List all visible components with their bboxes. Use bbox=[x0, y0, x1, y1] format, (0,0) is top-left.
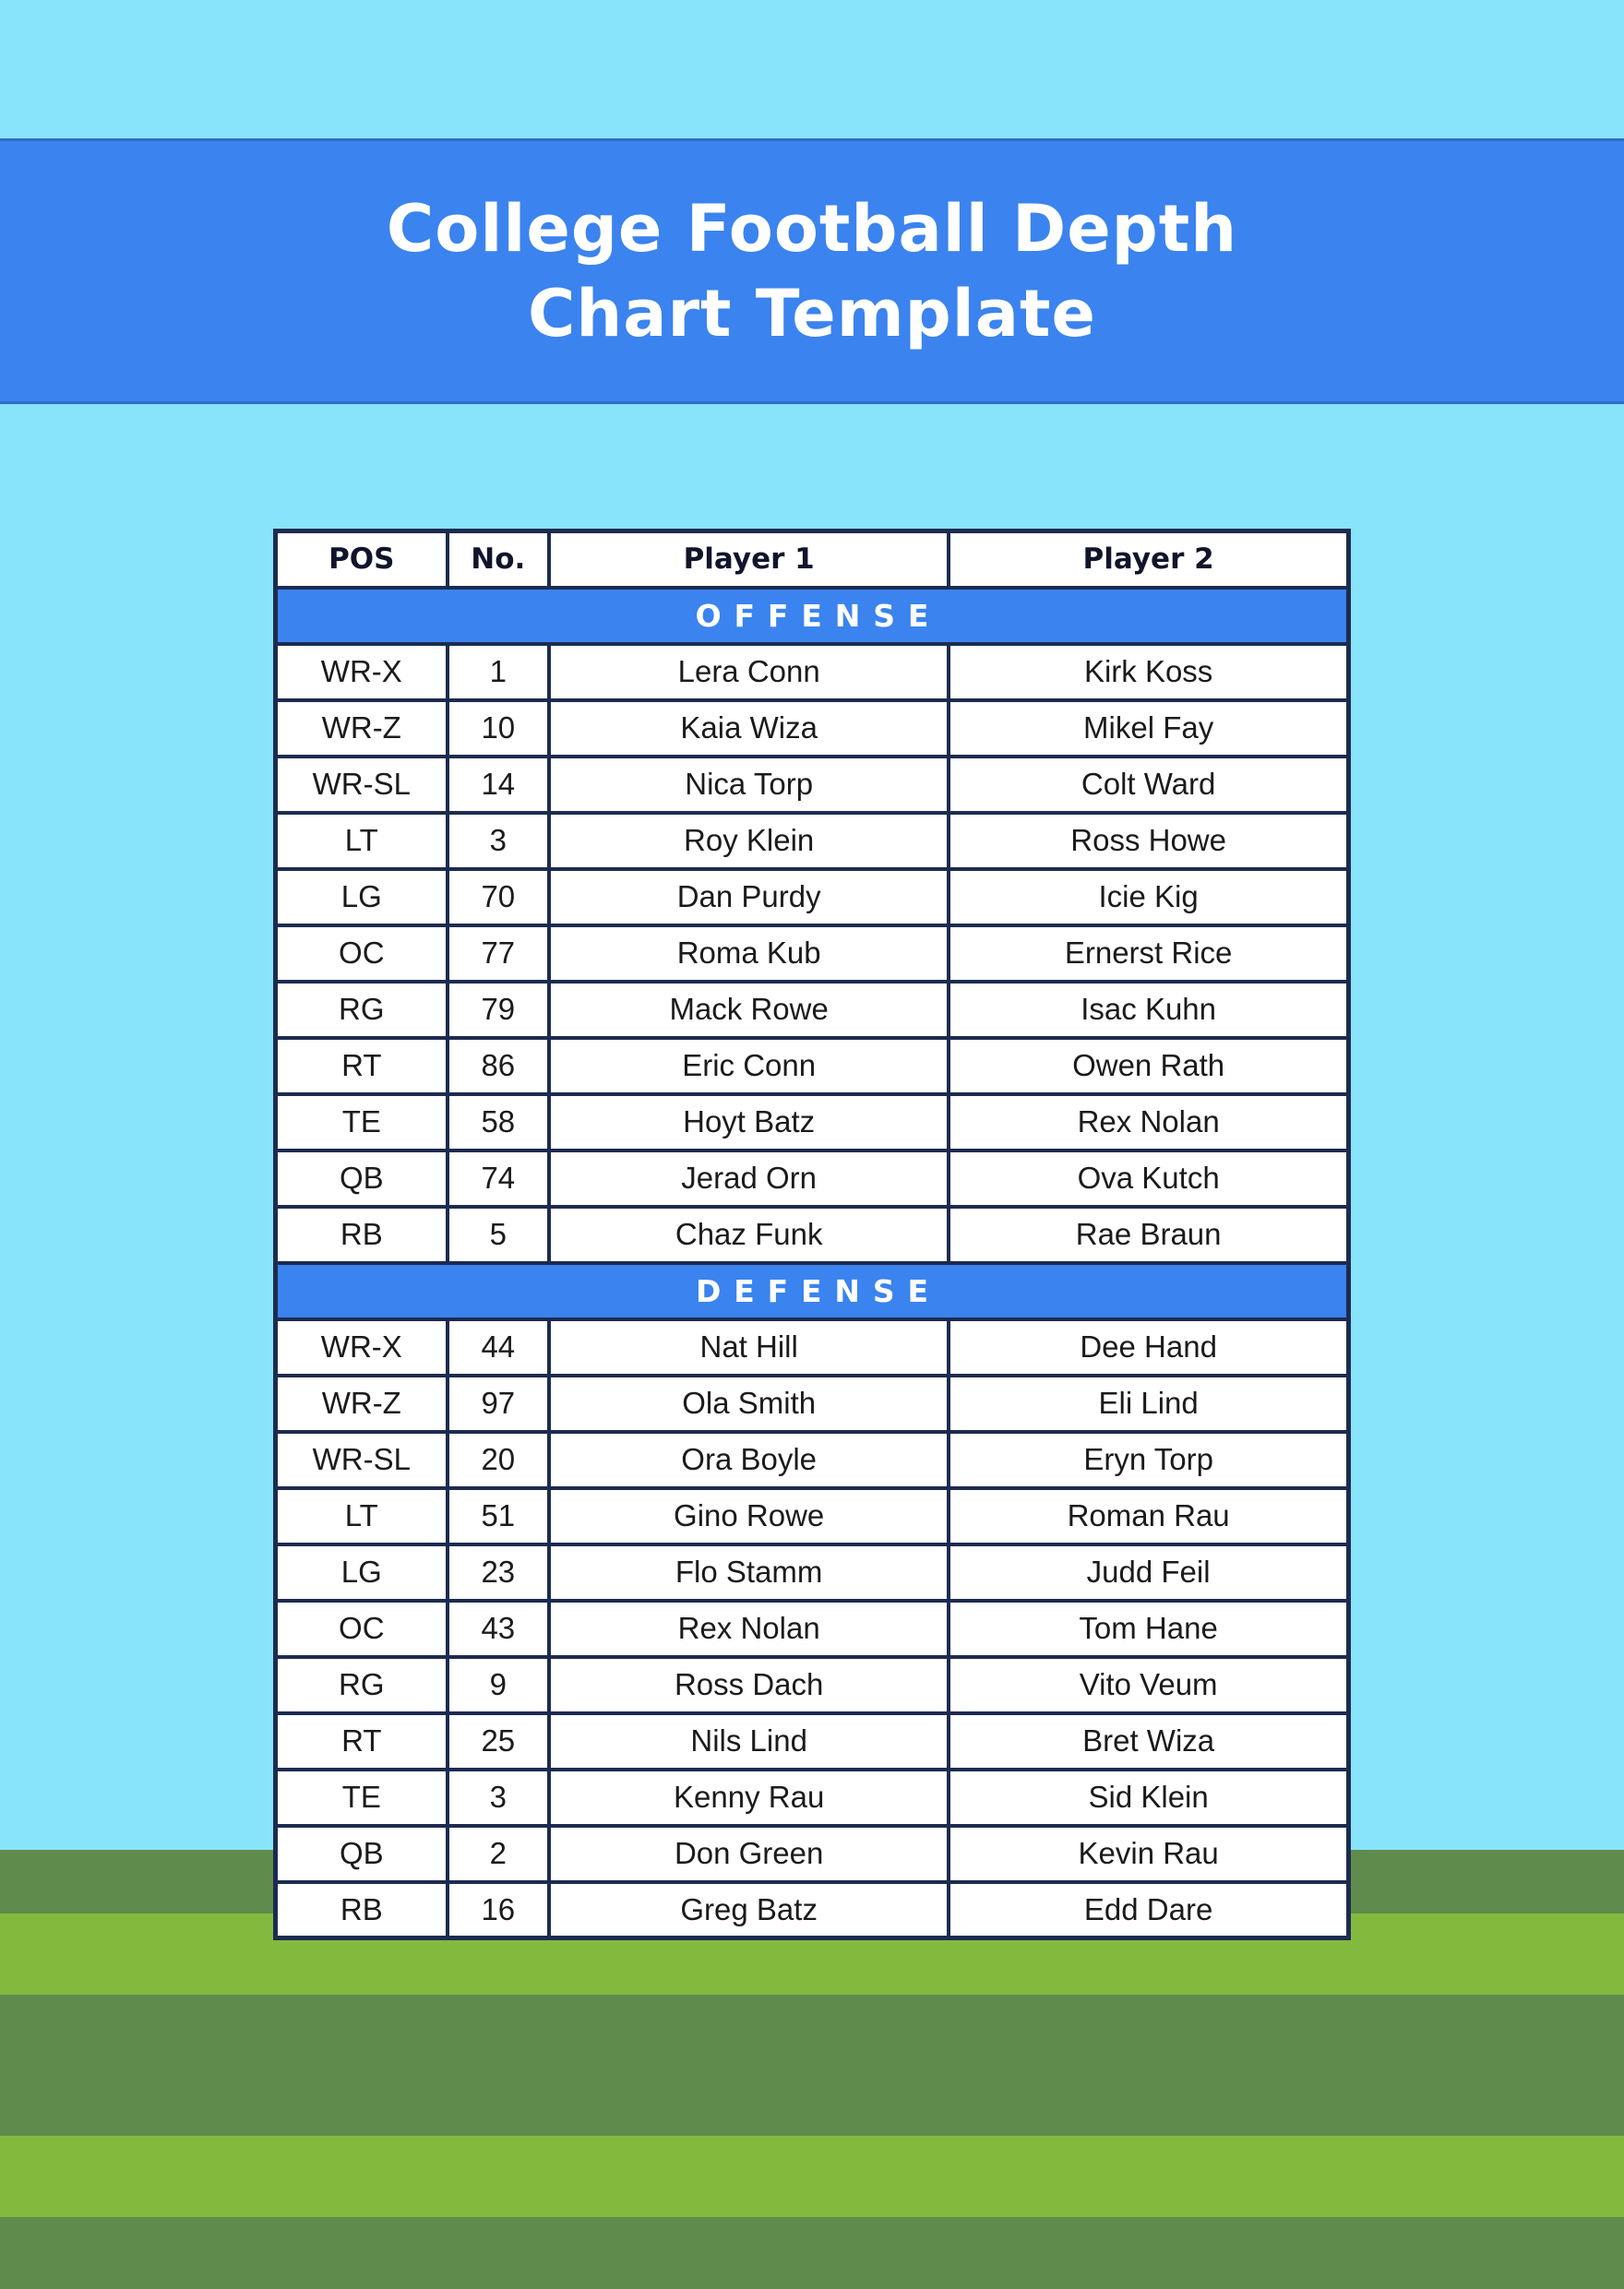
cell-no: 23 bbox=[448, 1544, 549, 1601]
cell-no: 9 bbox=[448, 1657, 549, 1713]
table-row bbox=[276, 1488, 1349, 1544]
table-row bbox=[276, 757, 1349, 813]
cell-pos: WR-SL bbox=[276, 1432, 448, 1488]
cell-pos: RB bbox=[276, 1882, 448, 1938]
cell-player1: Ora Boyle bbox=[549, 1432, 949, 1488]
cell-player2: Eli Lind bbox=[949, 1376, 1348, 1432]
cell-no: 5 bbox=[448, 1207, 549, 1263]
cell-pos: LG bbox=[276, 1544, 448, 1601]
cell-pos: TE bbox=[276, 1770, 448, 1826]
table-row bbox=[276, 1657, 1349, 1713]
cell-pos: LG bbox=[276, 869, 448, 925]
table-header-row bbox=[276, 531, 1349, 588]
cell-player1: Roma Kub bbox=[549, 925, 949, 982]
table-row bbox=[276, 1713, 1349, 1770]
cell-no: 20 bbox=[448, 1432, 549, 1488]
cell-pos: RT bbox=[276, 1038, 448, 1094]
cell-player1: Gino Rowe bbox=[549, 1488, 949, 1544]
section-row bbox=[276, 1263, 1349, 1319]
cell-no: 74 bbox=[448, 1150, 549, 1207]
cell-pos: RB bbox=[276, 1207, 448, 1263]
cell-pos: WR-X bbox=[276, 1319, 448, 1376]
cell-no: 77 bbox=[448, 925, 549, 982]
cell-no: 10 bbox=[448, 700, 549, 757]
cell-player2: Mikel Fay bbox=[949, 700, 1348, 757]
cell-player1: Greg Batz bbox=[549, 1882, 949, 1938]
cell-player1: Rex Nolan bbox=[549, 1601, 949, 1657]
section-row bbox=[276, 588, 1349, 644]
cell-player2: Ova Kutch bbox=[949, 1150, 1348, 1207]
cell-player1: Roy Klein bbox=[549, 813, 949, 869]
cell-player2: Vito Veum bbox=[949, 1657, 1348, 1713]
cell-pos: LT bbox=[276, 1488, 448, 1544]
cell-player2: Edd Dare bbox=[949, 1882, 1348, 1938]
cell-player2: Tom Hane bbox=[949, 1601, 1348, 1657]
table-row bbox=[276, 700, 1349, 757]
field-stripe-light-2 bbox=[0, 2136, 1624, 2217]
table-row bbox=[276, 1882, 1349, 1938]
cell-pos: OC bbox=[276, 925, 448, 982]
cell-player1: Jerad Orn bbox=[549, 1150, 949, 1207]
cell-pos: QB bbox=[276, 1826, 448, 1882]
table-body bbox=[276, 588, 1349, 1938]
cell-player2: Roman Rau bbox=[949, 1488, 1348, 1544]
cell-player1: Kenny Rau bbox=[549, 1770, 949, 1826]
cell-player2: Dee Hand bbox=[949, 1319, 1348, 1376]
cell-no: 2 bbox=[448, 1826, 549, 1882]
table-row bbox=[276, 982, 1349, 1038]
cell-no: 51 bbox=[448, 1488, 549, 1544]
table-row bbox=[276, 1319, 1349, 1376]
table-row bbox=[276, 925, 1349, 982]
cell-player1: Kaia Wiza bbox=[549, 700, 949, 757]
cell-player1: Nat Hill bbox=[549, 1319, 949, 1376]
column-header-player2: Player 2 bbox=[949, 531, 1348, 588]
cell-player1: Dan Purdy bbox=[549, 869, 949, 925]
cell-no: 14 bbox=[448, 757, 549, 813]
cell-player2: Ernerst Rice bbox=[949, 925, 1348, 982]
cell-no: 97 bbox=[448, 1376, 549, 1432]
cell-no: 44 bbox=[448, 1319, 549, 1376]
cell-player2: Bret Wiza bbox=[949, 1713, 1348, 1770]
cell-no: 86 bbox=[448, 1038, 549, 1094]
table-row bbox=[276, 1207, 1349, 1263]
cell-pos: QB bbox=[276, 1150, 448, 1207]
cell-player1: Flo Stamm bbox=[549, 1544, 949, 1601]
cell-pos: WR-Z bbox=[276, 700, 448, 757]
cell-player2: Sid Klein bbox=[949, 1770, 1348, 1826]
table-row bbox=[276, 1601, 1349, 1657]
cell-pos: OC bbox=[276, 1601, 448, 1657]
table-row bbox=[276, 1376, 1349, 1432]
cell-pos: WR-Z bbox=[276, 1376, 448, 1432]
cell-player1: Nils Lind bbox=[549, 1713, 949, 1770]
cell-player1: Nica Torp bbox=[549, 757, 949, 813]
table-row bbox=[276, 813, 1349, 869]
cell-player1: Mack Rowe bbox=[549, 982, 949, 1038]
cell-player2: Kirk Koss bbox=[949, 644, 1348, 700]
cell-no: 70 bbox=[448, 869, 549, 925]
cell-no: 58 bbox=[448, 1094, 549, 1150]
cell-player2: Eryn Torp bbox=[949, 1432, 1348, 1488]
cell-no: 1 bbox=[448, 644, 549, 700]
table-row bbox=[276, 1432, 1349, 1488]
cell-player1: Ross Dach bbox=[549, 1657, 949, 1713]
cell-pos: TE bbox=[276, 1094, 448, 1150]
cell-player1: Hoyt Batz bbox=[549, 1094, 949, 1150]
column-header-pos: POS bbox=[276, 531, 448, 588]
title-banner bbox=[0, 138, 1624, 404]
table-row bbox=[276, 644, 1349, 700]
table-row bbox=[276, 1094, 1349, 1150]
column-header-player1: Player 1 bbox=[549, 531, 949, 588]
cell-no: 3 bbox=[448, 1770, 549, 1826]
page-title-line-1: College Football Depth bbox=[386, 191, 1238, 267]
cell-player2: Isac Kuhn bbox=[949, 982, 1348, 1038]
cell-player2: Owen Rath bbox=[949, 1038, 1348, 1094]
cell-no: 3 bbox=[448, 813, 549, 869]
cell-pos: RG bbox=[276, 1657, 448, 1713]
table-row bbox=[276, 869, 1349, 925]
cell-player2: Ross Howe bbox=[949, 813, 1348, 869]
cell-pos: RT bbox=[276, 1713, 448, 1770]
column-header-no: No. bbox=[448, 531, 549, 588]
table-row bbox=[276, 1770, 1349, 1826]
cell-player2: Judd Feil bbox=[949, 1544, 1348, 1601]
cell-player1: Chaz Funk bbox=[549, 1207, 949, 1263]
cell-player2: Icie Kig bbox=[949, 869, 1348, 925]
table-row bbox=[276, 1150, 1349, 1207]
table-row bbox=[276, 1826, 1349, 1882]
cell-player2: Colt Ward bbox=[949, 757, 1348, 813]
section-label: DEFENSE bbox=[276, 1263, 1349, 1319]
cell-player1: Don Green bbox=[549, 1826, 949, 1882]
cell-no: 16 bbox=[448, 1882, 549, 1938]
page-title-line-2: Chart Template bbox=[528, 276, 1096, 352]
cell-player1: Lera Conn bbox=[549, 644, 949, 700]
table-row bbox=[276, 1038, 1349, 1094]
cell-player2: Kevin Rau bbox=[949, 1826, 1348, 1882]
depth-chart-table bbox=[273, 529, 1351, 1940]
cell-player1: Eric Conn bbox=[549, 1038, 949, 1094]
cell-pos: WR-SL bbox=[276, 757, 448, 813]
cell-no: 43 bbox=[448, 1601, 549, 1657]
table-row bbox=[276, 1544, 1349, 1601]
cell-player2: Rae Braun bbox=[949, 1207, 1348, 1263]
section-label: OFFENSE bbox=[276, 588, 1349, 644]
cell-player2: Rex Nolan bbox=[949, 1094, 1348, 1150]
cell-pos: RG bbox=[276, 982, 448, 1038]
cell-player1: Ola Smith bbox=[549, 1376, 949, 1432]
cell-pos: WR-X bbox=[276, 644, 448, 700]
cell-no: 79 bbox=[448, 982, 549, 1038]
cell-pos: LT bbox=[276, 813, 448, 869]
cell-no: 25 bbox=[448, 1713, 549, 1770]
